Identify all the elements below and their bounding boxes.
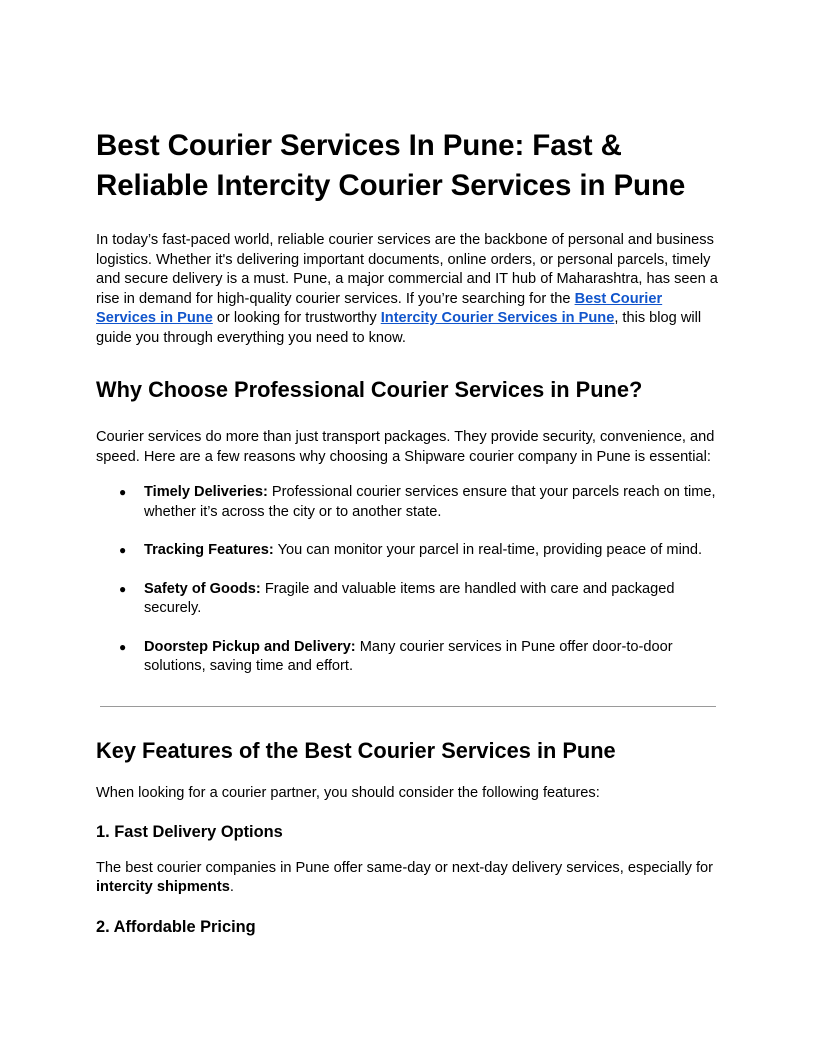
fast-delivery-paragraph bbox=[96, 859, 720, 898]
document-page bbox=[96, 126, 720, 677]
section-why-choose-body: Courier services do more than just transport packages. They provide security, convenience, and speed. Here are a few reasons why choosing a Shipware courier company in Pune is essential: bbox=[96, 429, 715, 465]
bullet-icon: ● bbox=[119, 543, 127, 557]
section-heading-key-features: Key Features of the Best Courier Services in Pune bbox=[96, 738, 616, 763]
list-item-label: Timely Deliveries: bbox=[144, 484, 268, 500]
reasons-list bbox=[96, 483, 720, 677]
page-title: Best Courier Services In Pune: Fast & Reliable Intercity Courier Services in Pune bbox=[96, 129, 686, 202]
intercity-courier-link[interactable]: Intercity Courier Services in Pune bbox=[380, 310, 615, 326]
subheading-affordable-pricing: 2. Affordable Pricing bbox=[96, 917, 256, 936]
list-item bbox=[96, 580, 720, 619]
bullet-icon: ● bbox=[119, 581, 127, 596]
subheading-fast-delivery: 1. Fast Delivery Options bbox=[96, 822, 283, 841]
list-item-label: Doorstep Pickup and Delivery: bbox=[144, 638, 356, 655]
list-item bbox=[96, 541, 720, 561]
list-item-text: Fragile and valuable items are handled with care and packaged securely. bbox=[144, 580, 675, 616]
best-courier-link[interactable]: Best Courier Services in Pune bbox=[96, 290, 663, 326]
document-page-continued bbox=[96, 737, 720, 938]
list-item-text: You can monitor your parcel in real-time, providing peace of mind. bbox=[273, 542, 703, 558]
list-item-label: Safety of Goods: bbox=[144, 580, 261, 597]
horizontal-divider bbox=[100, 706, 716, 707]
intro-text-3: , this blog will guide you through everything you need to know. bbox=[96, 310, 702, 346]
section-key-features-body: When looking for a courier partner, you should consider the following features: bbox=[96, 785, 600, 801]
intro-text-1: In today’s fast-paced world, reliable courier services are the backbone of personal and business logistics. Whether it's delivering important documents, online orders, or personal parcels, timely and secure delivery is a must. Pune, a major commercial and IT hub of Maharashtra, has seen a rise in demand for high-quality courier services. If you’re searching for the bbox=[96, 232, 718, 307]
list-item-text: Professional courier services ensure that your parcels reach on time, whether it’s across the city or to another state. bbox=[144, 484, 716, 520]
fast-delivery-bold: intercity shipments bbox=[96, 879, 230, 895]
list-item-label: Tracking Features: bbox=[144, 542, 274, 558]
bullet-icon: ● bbox=[119, 485, 127, 499]
list-item bbox=[96, 483, 720, 522]
fast-delivery-text: The best courier companies in Pune offer same-day or next-day delivery services, especially for bbox=[96, 859, 714, 876]
list-item bbox=[96, 638, 720, 677]
intro-text-2: or looking for trustworthy bbox=[212, 310, 381, 326]
list-item-text: Many courier services in Pune offer door-to-door solutions, saving time and effort. bbox=[144, 638, 673, 674]
fast-delivery-tail: . bbox=[229, 879, 234, 895]
bullet-icon: ● bbox=[119, 639, 127, 654]
section-heading-why-choose: Why Choose Professional Courier Services in Pune? bbox=[96, 377, 643, 402]
intro-paragraph bbox=[96, 231, 720, 348]
